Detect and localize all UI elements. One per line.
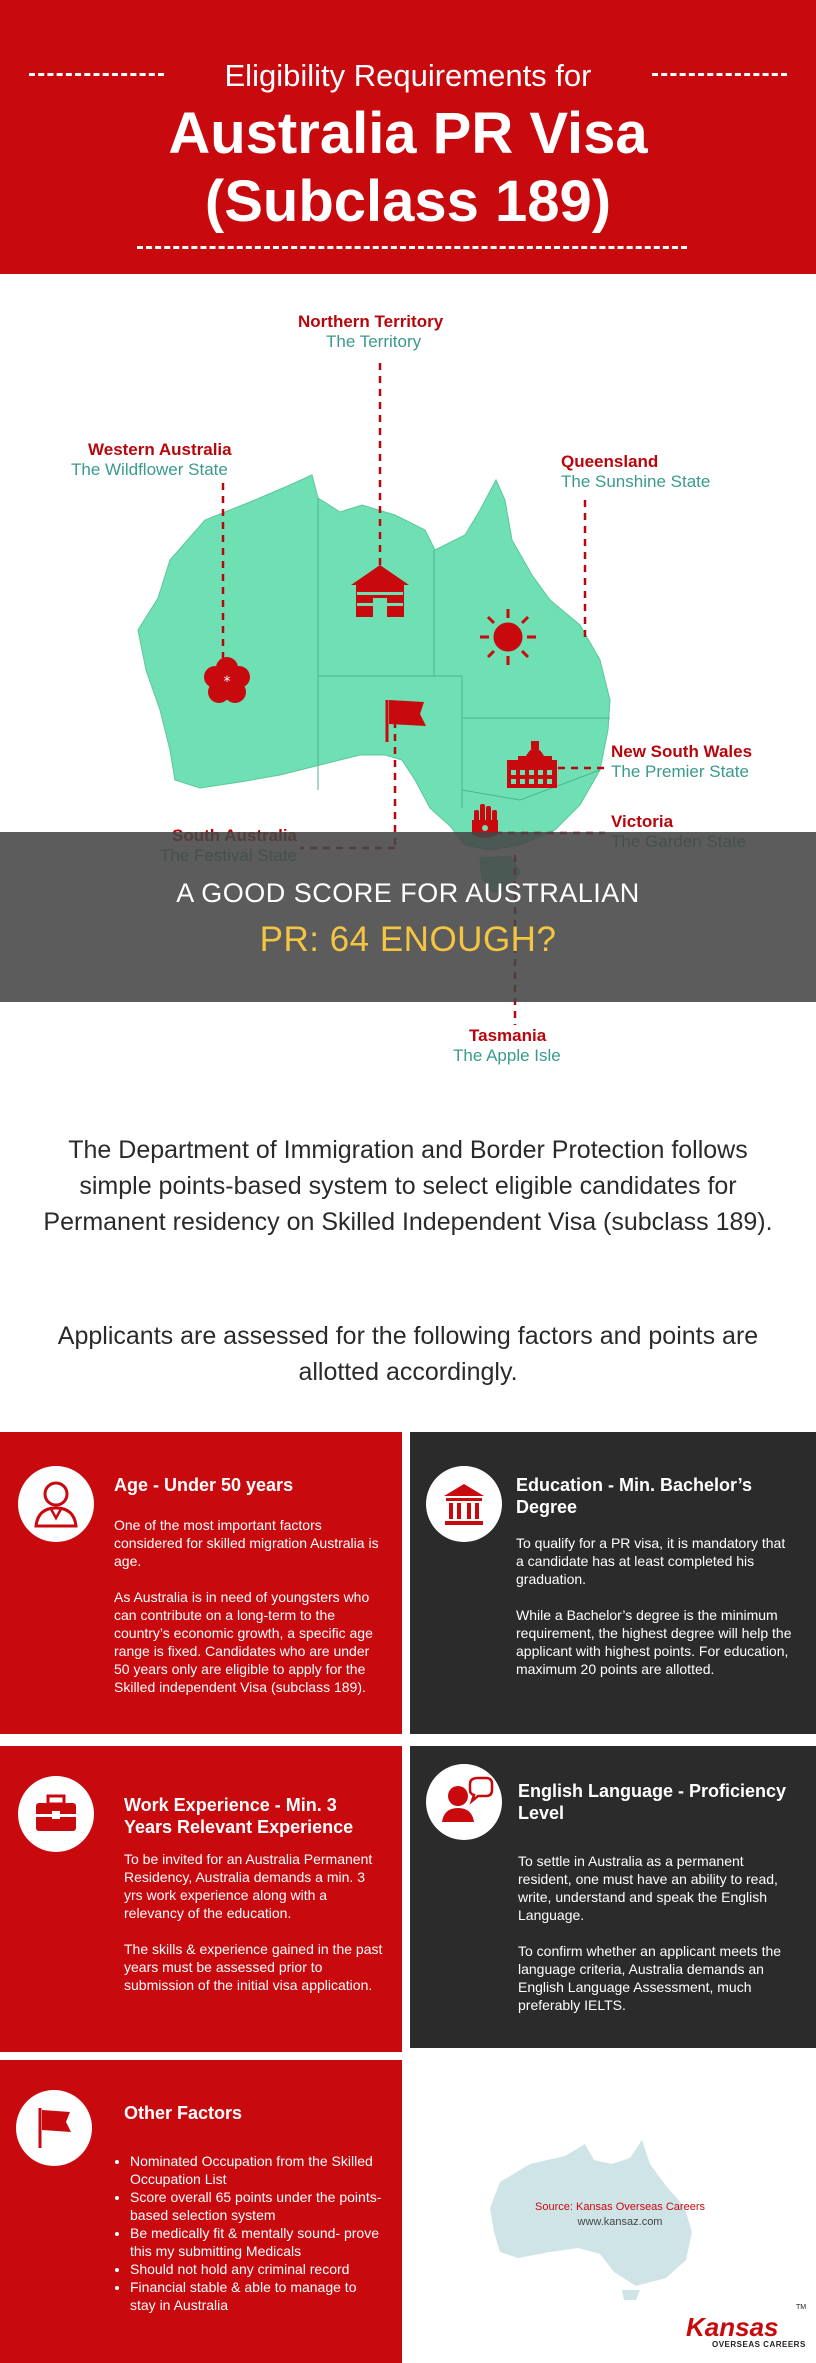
header-title-line1: Australia PR Visa (168, 101, 648, 166)
other-factor-item: • Score overall 65 points under the points-based selection system (130, 2188, 382, 2224)
card-english-p1: To settle in Australia as a permanent resident, one must have an ability to read, write, understand and speak the English Language. (518, 1853, 778, 1923)
state-name-vic: Victoria (611, 812, 674, 831)
card-age (0, 1432, 402, 1734)
card-education-p2: While a Bachelor’s degree is the minimum requirement, the highest degree will help the applicant with highest points. For education, maximum 20 points are allotted. (516, 1607, 792, 1677)
card-age-p1: One of the most important factors considered for skilled migration Australia is age. (114, 1517, 379, 1569)
state-name-wa: Western Australia (88, 440, 232, 459)
kansas-logo-tm: TM (796, 2304, 807, 2311)
flag-icon-circle (16, 2090, 92, 2166)
state-nick-qld: The Sunshine State (561, 472, 711, 491)
card-age-p2: As Australia is in need of youngsters who can contribute on a long-term to the country’s economic growth, a specific age range is fixed. Candidates who are under 50 years only are eligible to apply for the Skilled independent Visa (subclass 189). (114, 1589, 373, 1695)
card-education-title: Education - Min. Bachelor’s Degree (516, 1475, 753, 1517)
card-english (410, 1746, 816, 2048)
state-name-qld: Queensland (561, 452, 659, 471)
card-other (0, 2060, 402, 2363)
institution-icon (426, 1466, 502, 1542)
kansas-logo (686, 2304, 807, 2349)
card-work-body (124, 1850, 386, 2012)
state-nick-nt: The Territory (326, 332, 422, 351)
state-nick-nsw: The Premier State (611, 762, 749, 781)
source-credit (520, 2200, 720, 2230)
card-other-body (112, 2152, 382, 2314)
other-factor-item: • Should not hold any criminal record (130, 2260, 382, 2278)
briefcase-icon (18, 1776, 94, 1852)
kansas-logo-text: Kansas (686, 2312, 779, 2342)
card-work-title: Work Experience - Min. 3 Years Relevant Experience (124, 1795, 354, 1837)
sun-icon (480, 609, 536, 665)
kansas-logo-tagline: OVERSEAS CAREERS (712, 2340, 806, 2349)
card-age-body (114, 1516, 382, 1714)
overlay-line2: PR: 64 ENOUGH? (259, 920, 557, 959)
state-nick-wa: The Wildflower State (71, 460, 228, 479)
card-english-body (518, 1852, 800, 2032)
state-nick-tas: The Apple Isle (453, 1046, 561, 1065)
other-factors-list (112, 2152, 382, 2314)
card-work-p1: To be invited for an Australia Permanent Residency, Australia demands a min. 3 yrs work experience along with a relevancy of the education. (124, 1851, 373, 1921)
card-education-body (516, 1534, 796, 1696)
header-dash-bottom (137, 246, 687, 249)
card-age-title: Age - Under 50 years (114, 1475, 294, 1495)
card-work-p2: The skills & experience gained in the past years must be assessed prior to submission of the initial visa application. (124, 1941, 383, 1993)
source-url: www.kansaz.com (577, 2216, 663, 2228)
overlay-banner (0, 832, 816, 1002)
card-education-p1: To qualify for a PR visa, it is mandatory that a candidate has at least completed his graduation. (516, 1535, 786, 1587)
state-name-nsw: New South Wales (611, 742, 753, 761)
other-factor-item: • Be medically fit & mentally sound- prove this my submitting Medicals (130, 2224, 382, 2260)
state-name-tas: Tasmania (469, 1026, 547, 1045)
card-english-p2: To confirm whether an applicant meets the language criteria, Australia demands an English Language Assessment, much preferably IELTS. (518, 1943, 782, 2013)
source-text: Source: Kansas Overseas Careers (535, 2201, 705, 2213)
speaking-person-icon (426, 1764, 502, 1840)
header-banner (0, 0, 816, 274)
intro-paragraph-2: Applicants are assessed for the following factors and points are allotted accordingly. (57, 1322, 759, 1386)
card-education (410, 1432, 816, 1734)
card-other-title: Other Factors (124, 2103, 243, 2123)
mainland-shape (138, 475, 610, 850)
other-factor-item: • Nominated Occupation from the Skilled Occupation List (130, 2152, 382, 2188)
person-icon (18, 1466, 94, 1542)
other-factor-item: • Financial stable & able to manage to stay in Australia (130, 2278, 382, 2314)
card-work (0, 1746, 402, 2052)
svg-text:*: * (223, 674, 231, 690)
card-english-title: English Language - Proficiency Level (518, 1781, 787, 1823)
header-title-line2: (Subclass 189) (204, 169, 612, 234)
state-name-nt: Northern Territory (298, 312, 444, 331)
header-subtitle: Eligibility Requirements for (224, 58, 592, 93)
intro-paragraph-1: The Department of Immigration and Border Protection follows simple points-based system to select eligible candidates for Permanent residency on Skilled Independent Visa (subclass 189). (43, 1136, 773, 1236)
overlay-line1: A GOOD SCORE FOR AUSTRALIAN (176, 878, 640, 908)
